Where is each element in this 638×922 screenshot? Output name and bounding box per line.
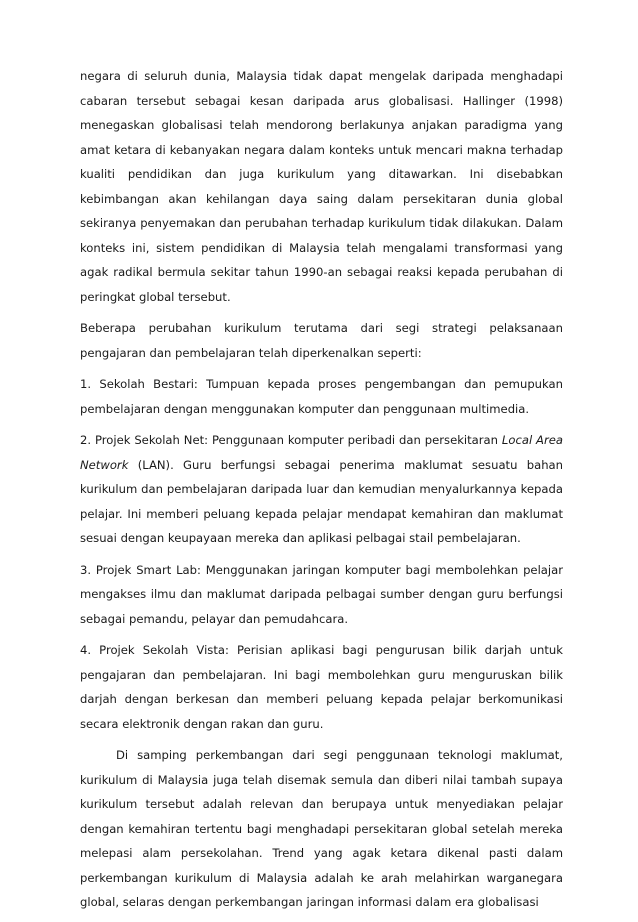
paragraph-curriculum-changes-intro: Beberapa perubahan kurikulum terutama dari segi strategi pelaksanaan pengajaran dan pembelajaran telah diperkenalkan seperti: (80, 321, 563, 360)
paragraph-curriculum-review: Di samping perkembangan dari segi penggunaan teknologi maklumat, kurikulum di Malaysia juga telah disemak semula dan diberi nilai tambah supaya kurikulum tersebut adalah relevan dan berupaya untuk menyediakan pelajar dengan kemahiran tertentu bagi menghadapi persekitaran global setelah mereka melepasi alam persekolahan. Trend yang agak ketara dikenal pasti dalam perkembangan kurikulum di Malaysia adalah ke arah melahirkan warganegara global, selaras dengan perkembangan jaringan informasi dalam era globalisasi (80, 748, 563, 909)
list-item-projek-sekolah-net (80, 428, 563, 551)
paragraph-globalisation-context: negara di seluruh dunia, Malaysia tidak dapat mengelak daripada menghadapi cabaran tersebut sebagai kesan daripada arus globalisasi. Hallinger (1998) menegaskan globalisasi telah mendorong berlakunya anjakan paradigma yang amat ketara di kebanyakan negara dalam konteks untuk mencari makna terhadap kualiti pendidikan dan juga kurikulum yang ditawarkan. Ini disebabkan kebimbangan akan kehilangan daya saing dalam persekitaran dunia global sekiranya penyemakan dan perubahan terhadap kurikulum tidak dilakukan. Dalam konteks ini, sistem pendidikan di Malaysia telah mengalami transformasi yang agak radikal bermula sekitar tahun 1990-an sebagai reaksi kepada perubahan di peringkat global tersebut. (80, 69, 563, 304)
sekolah-net-text-end: (LAN). Guru berfungsi sebagai penerima maklumat sesuatu bahan kurikulum dan pembelajaran daripada luar dan kemudian menyalurkannya kepada pelajar. Ini memberi peluang kepada pelajar mendapat kemahiran dan maklumat sesuai dengan keupayaan mereka dan aplikasi pelbagai stail pembelajaran. (80, 457, 563, 545)
sekolah-net-text-start: 2. Projek Sekolah Net: Penggunaan komputer peribadi dan persekitaran (80, 433, 502, 447)
document-page (80, 64, 563, 922)
list-item-projek-sekolah-vista: 4. Projek Sekolah Vista: Perisian aplikasi bagi pengurusan bilik darjah untuk pengajaran dan pembelajaran. Ini bagi membolehkan guru menguruskan bilik darjah dengan berkesan dan memberi peluang kepada pelajar berkomunikasi secara elektronik dengan rakan dan guru. (80, 643, 563, 731)
list-item-sekolah-bestari: 1. Sekolah Bestari: Tumpuan kepada proses pengembangan dan pemupukan pembelajaran dengan menggunakan komputer dan penggunaan multimedia. (80, 377, 563, 416)
local-area-network-term: Local Area Network (80, 433, 563, 472)
list-item-projek-smart-lab: 3. Projek Smart Lab: Menggunakan jaringan komputer bagi membolehkan pelajar mengakses ilmu dan maklumat daripada pelbagai sumber dengan guru berfungsi sebagai pemandu, pelayar dan pemudahcara. (80, 562, 563, 626)
